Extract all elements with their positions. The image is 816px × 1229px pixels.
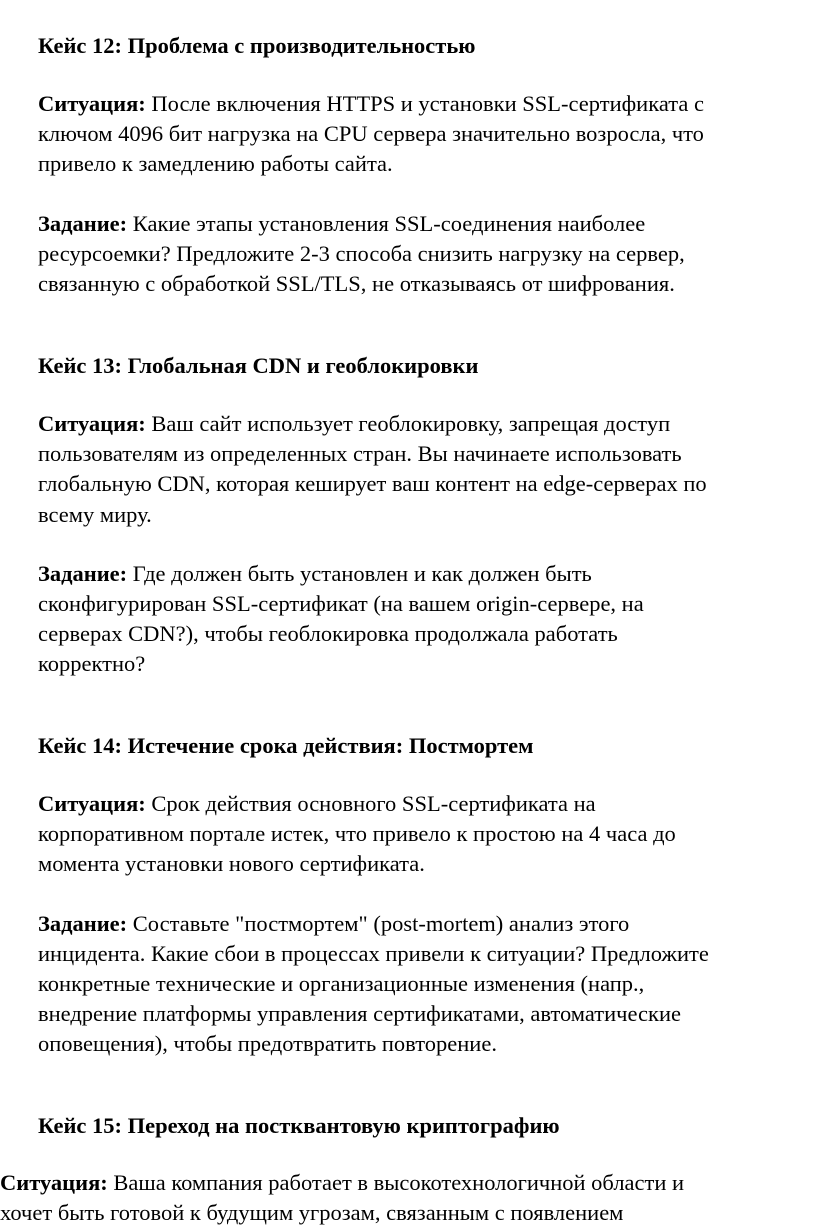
text-line: связанную с обработкой SSL/TLS, не отказываясь от шифрования. [38, 271, 675, 297]
text-line: оповещения), чтобы предотвратить повторение. [38, 1031, 497, 1057]
task-label: Задание: [38, 210, 128, 236]
text-run: Ваш сайт использует геоблокировку, запрещая доступ [145, 411, 671, 436]
task-label: Задание: [38, 910, 128, 936]
task-paragraph [38, 559, 808, 680]
text-run: Составьте "постмортем" (post-mortem) анализ этого [127, 910, 630, 936]
situation-paragraph [38, 89, 808, 180]
text-run: Ваша компания работает в высокотехнологичной области и [107, 1170, 685, 1195]
task-paragraph [38, 909, 808, 1060]
case-12 [38, 31, 808, 299]
text-line [38, 209, 808, 239]
text-line [38, 909, 808, 939]
text-line: корректно? [38, 651, 146, 677]
text-run: После включения HTTPS и установки SSL-сертификата с [145, 91, 704, 116]
text-line: корпоративном портале истек, что привело к простою на 4 часа до [38, 821, 676, 847]
text-line [38, 89, 808, 119]
text-line: ключом 4096 бит нагрузка на CPU сервера значительно возросла, что [38, 121, 704, 147]
case-14 [38, 731, 808, 1060]
text-line [0, 1168, 816, 1198]
situation-paragraph [38, 409, 808, 530]
situation-paragraph [38, 789, 808, 880]
task-label: Задание: [38, 560, 128, 586]
text-line: конкретные технические и организационные изменения (напр., [38, 971, 645, 997]
text-line [38, 789, 808, 819]
case-15 [38, 1111, 808, 1141]
text-line [38, 409, 808, 439]
case-13 [38, 351, 808, 680]
text-line: момента установки нового сертификата. [38, 851, 425, 877]
text-line: внедрение платформы управления сертификатами, автоматические [38, 1001, 681, 1027]
case-title: Кейс 13: Глобальная CDN и геоблокировки [38, 353, 479, 378]
situation-label: Ситуация: [38, 791, 146, 816]
text-line: серверах CDN?), чтобы геоблокировка продолжала работать [38, 621, 618, 647]
text-run: Где должен быть установлен и как должен быть [127, 560, 592, 586]
text-line: глобальную CDN, которая кеширует ваш контент на edge-серверах по [38, 471, 707, 497]
text-line: хочет быть готовой к будущим угрозам, связанным с появлением [0, 1200, 624, 1226]
situation-paragraph [0, 1168, 816, 1228]
text-line: пользователям из определенных стран. Вы начинаете использовать [38, 441, 682, 467]
case-15-body [0, 1168, 816, 1228]
case-title: Кейс 12: Проблема с производительностью [38, 33, 476, 58]
situation-label: Ситуация: [38, 411, 146, 436]
text-run: Какие этапы установления SSL-соединения наиболее [127, 210, 646, 236]
situation-label: Ситуация: [0, 1170, 108, 1195]
case-title: Кейс 14: Истечение срока действия: Постмортем [38, 733, 534, 758]
case-title: Кейс 15: Переход на постквантовую криптографию [38, 1113, 560, 1138]
text-line: сконфигурирован SSL-сертификат (на вашем origin-сервере, на [38, 591, 644, 617]
text-line: ресурсоемки? Предложите 2-3 способа снизить нагрузку на сервер, [38, 240, 685, 266]
task-paragraph [38, 209, 808, 300]
text-line [38, 559, 808, 589]
text-line: всему миру. [38, 501, 152, 527]
text-line: инцидента. Какие сбои в процессах привели к ситуации? Предложите [38, 940, 709, 966]
situation-label: Ситуация: [38, 91, 146, 116]
text-run: Срок действия основного SSL-сертификата на [145, 791, 596, 816]
text-line: привело к замедлению работы сайта. [38, 151, 393, 177]
